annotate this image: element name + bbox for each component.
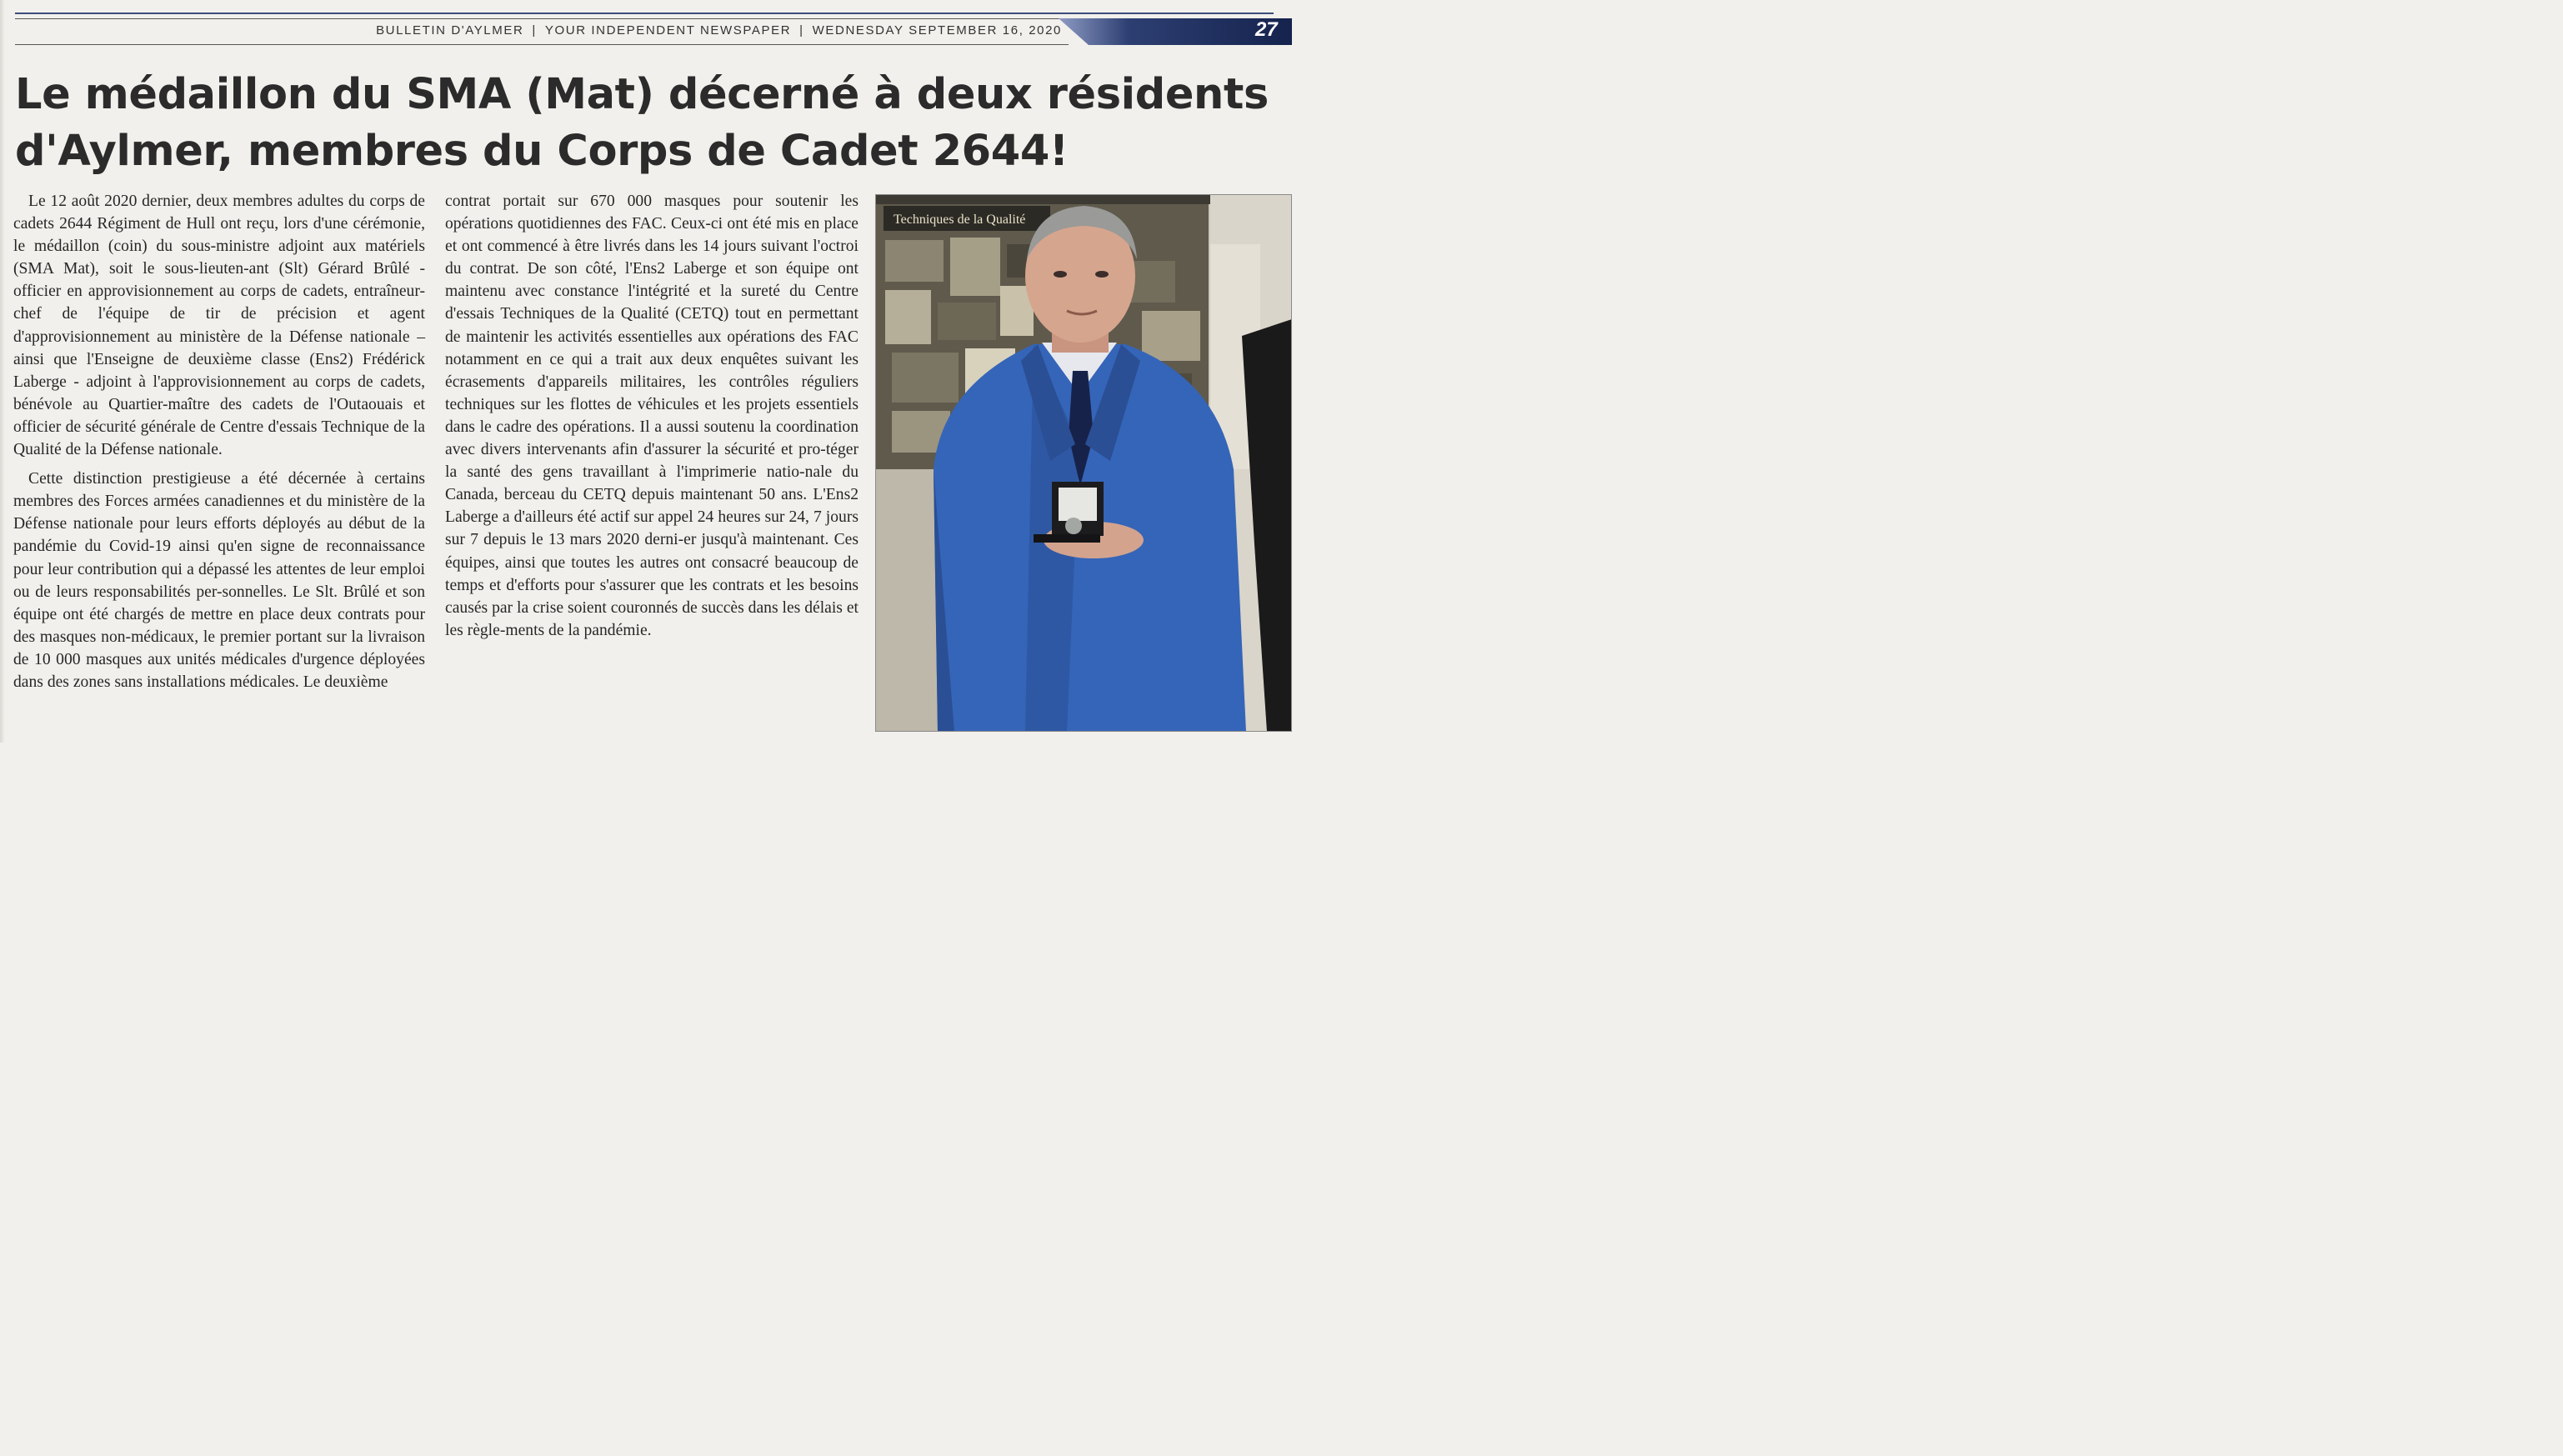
paragraph: Cette distinction prestigieuse a été décernée à certains membres des Forces armées canadiennes et du ministère de la Défense nationale pour leurs efforts déployés au début de la pandémie du Covid-19 ainsi qu'en signe de reconnaissance pour leur contribution qui a dépassé les attentes de leur emploi ou de leurs responsabilités per-sonnelles. Le Slt. Brûlé et son équipe ont été chargés de mettre en place deux contrats pour des masques non-médicaux, le premier portant sur la livraison de 10 000 masques aux unités médicales d'urgence déployées dans des zones sans installations médicales. Le deuxième	[13, 470, 425, 691]
page-number: 27	[1255, 18, 1278, 41]
article-photo	[875, 194, 1292, 732]
article-column-middle	[445, 190, 859, 642]
tagline: YOUR INDEPENDENT NEWSPAPER	[544, 23, 792, 38]
header-separator: |	[799, 23, 804, 38]
photo-illustration	[875, 194, 1292, 732]
page-header	[15, 18, 1069, 45]
header-text	[376, 23, 1062, 38]
scan-edge	[0, 0, 5, 743]
header-separator: |	[532, 23, 537, 38]
headline	[15, 67, 1303, 180]
headline-line-2: d'Aylmer, membres du Corps de Cadet 2644!	[15, 127, 1069, 176]
article-column-left	[13, 190, 425, 693]
header-rule	[15, 13, 1274, 14]
paragraph: Le 12 août 2020 dernier, deux membres adultes du corps de cadets 2644 Régiment de Hull ont reçu, lors d'une cérémonie, le médaillon (coin) du sous-ministre adjoint aux matériels (SMA Mat), soit le sous-lieuten-ant (Slt) Gérard Brûlé - officier en approvisionnement au corps de cadets, entraîneur-chef de l'équipe de tir de précision et agent d'approvisionnement au ministère de la Défense nationale – ainsi que l'Enseigne de deuxième classe (Ens2) Frédérick Laberge - adjoint à l'approvisionnement au corps de cadets, bénévole au Quartier-maître des cadets de l'Outaouais et officier de sécurité générale de Centre d'essais Technique de la Qualité de la Défense nationale.	[13, 193, 425, 459]
paragraph: contrat portait sur 670 000 masques pour soutenir les opérations quotidiennes des FAC. Ceux-ci ont été mis en place et ont commencé à être livrés dans les 14 jours suivant l'octroi du contrat. De son côté, l'Ens2 Laberge et son équipe ont maintenu avec constance l'intégrité et la sureté du Centre d'essais Techniques de la Qualité (CETQ) tout en permettant de maintenir les activités essentielles aux opérations des FAC notamment en ce qui a trait aux deux enquêtes suivant les écrasements d'appareils militaires, les contrôles réguliers techniques sur les flottes de véhicules et les projets essentiels dans le cadre des opérations. Il a aussi soutenu la coordination avec divers intervenants afin d'assurer la sécurité et pro-téger la santé des gens travaillant à l'imprimerie natio-nale du Canada, berceau du CETQ depuis maintenant 50 ans. L'Ens2 Laberge a d'ailleurs été actif sur appel 24 heures sur 24, 7 jours sur 7 depuis le 13 mars 2020 derni-er jusqu'à maintenant. Ces équipes, ainsi que toutes les autres ont consacré beaucoup de temps et d'efforts pour s'assurer que les contrats et les besoins causés par la crise soient couronnés de succès dans les délais et les règle-ments de la pandémie.	[445, 193, 859, 639]
issue-date: WEDNESDAY SEPTEMBER 16, 2020	[812, 23, 1062, 38]
publication-name: BULLETIN D'AYLMER	[376, 23, 524, 38]
headline-line-1: Le médaillon du SMA (Mat) décerné à deux résidents	[15, 70, 1269, 119]
sign-text: Techniques de la Qualité	[894, 213, 1026, 227]
